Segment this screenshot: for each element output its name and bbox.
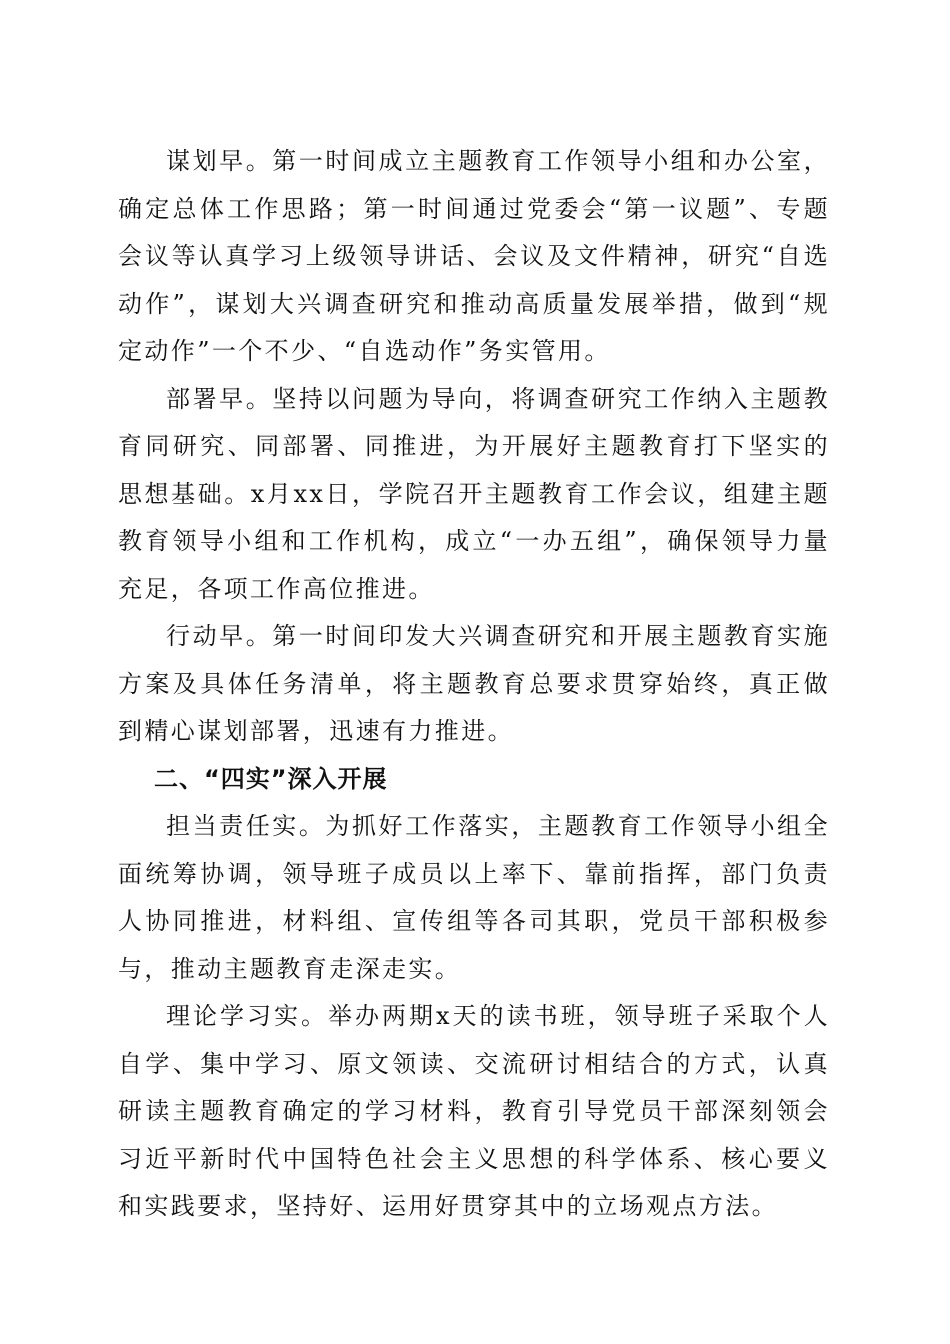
section-heading: 二、“四实”深入开展 bbox=[154, 764, 388, 793]
paragraph-action-early: 行动早。第一时间印发大兴调查研究和开展主题教育实施方案及具体任务清单，将主题教育总要求贯穿始终，真正做到精心谋划部署，迅速有力推进。 bbox=[118, 622, 830, 745]
document-body bbox=[118, 138, 830, 1231]
paragraph-deployment-early: 部署早。坚持以问题为导向，将调查研究工作纳入主题教育同研究、同部署、同推进，为开展好主题教育打下坚实的思想基础。x月xx日，学院召开主题教育工作会议，组建主题教育领导小组和工作机构，成立“一办五组”，确保领导力量充足，各项工作高位推进。 bbox=[118, 384, 830, 603]
paragraph-theory-study: 理论学习实。举办两期x天的读书班，领导班子采取个人自学、集中学习、原文领读、交流研讨相结合的方式，认真研读主题教育确定的学习材料，教育引导党员干部深刻领会习近平新时代中国特色社会主义思想的科学体系、核心要义和实践要求，坚持好、运用好贯穿其中的立场观点方法。 bbox=[118, 1002, 830, 1220]
paragraph-planning-early: 谋划早。第一时间成立主题教育工作领导小组和办公室，确定总体工作思路；第一时间通过党委会“第一议题”、专题会议等认真学习上级领导讲话、会议及文件精神，研究“自选动作”，谋划大兴调查研究和推动高质量发展举措，做到“规定动作”一个不少、“自选动作”务实管用。 bbox=[118, 147, 830, 365]
paragraph-responsibility: 担当责任实。为抓好工作落实，主题教育工作领导小组全面统筹协调，领导班子成员以上率下、靠前指挥，部门负责人协同推进，材料组、宣传组等各司其职，党员干部积极参与，推动主题教育走深走实。 bbox=[118, 812, 830, 983]
